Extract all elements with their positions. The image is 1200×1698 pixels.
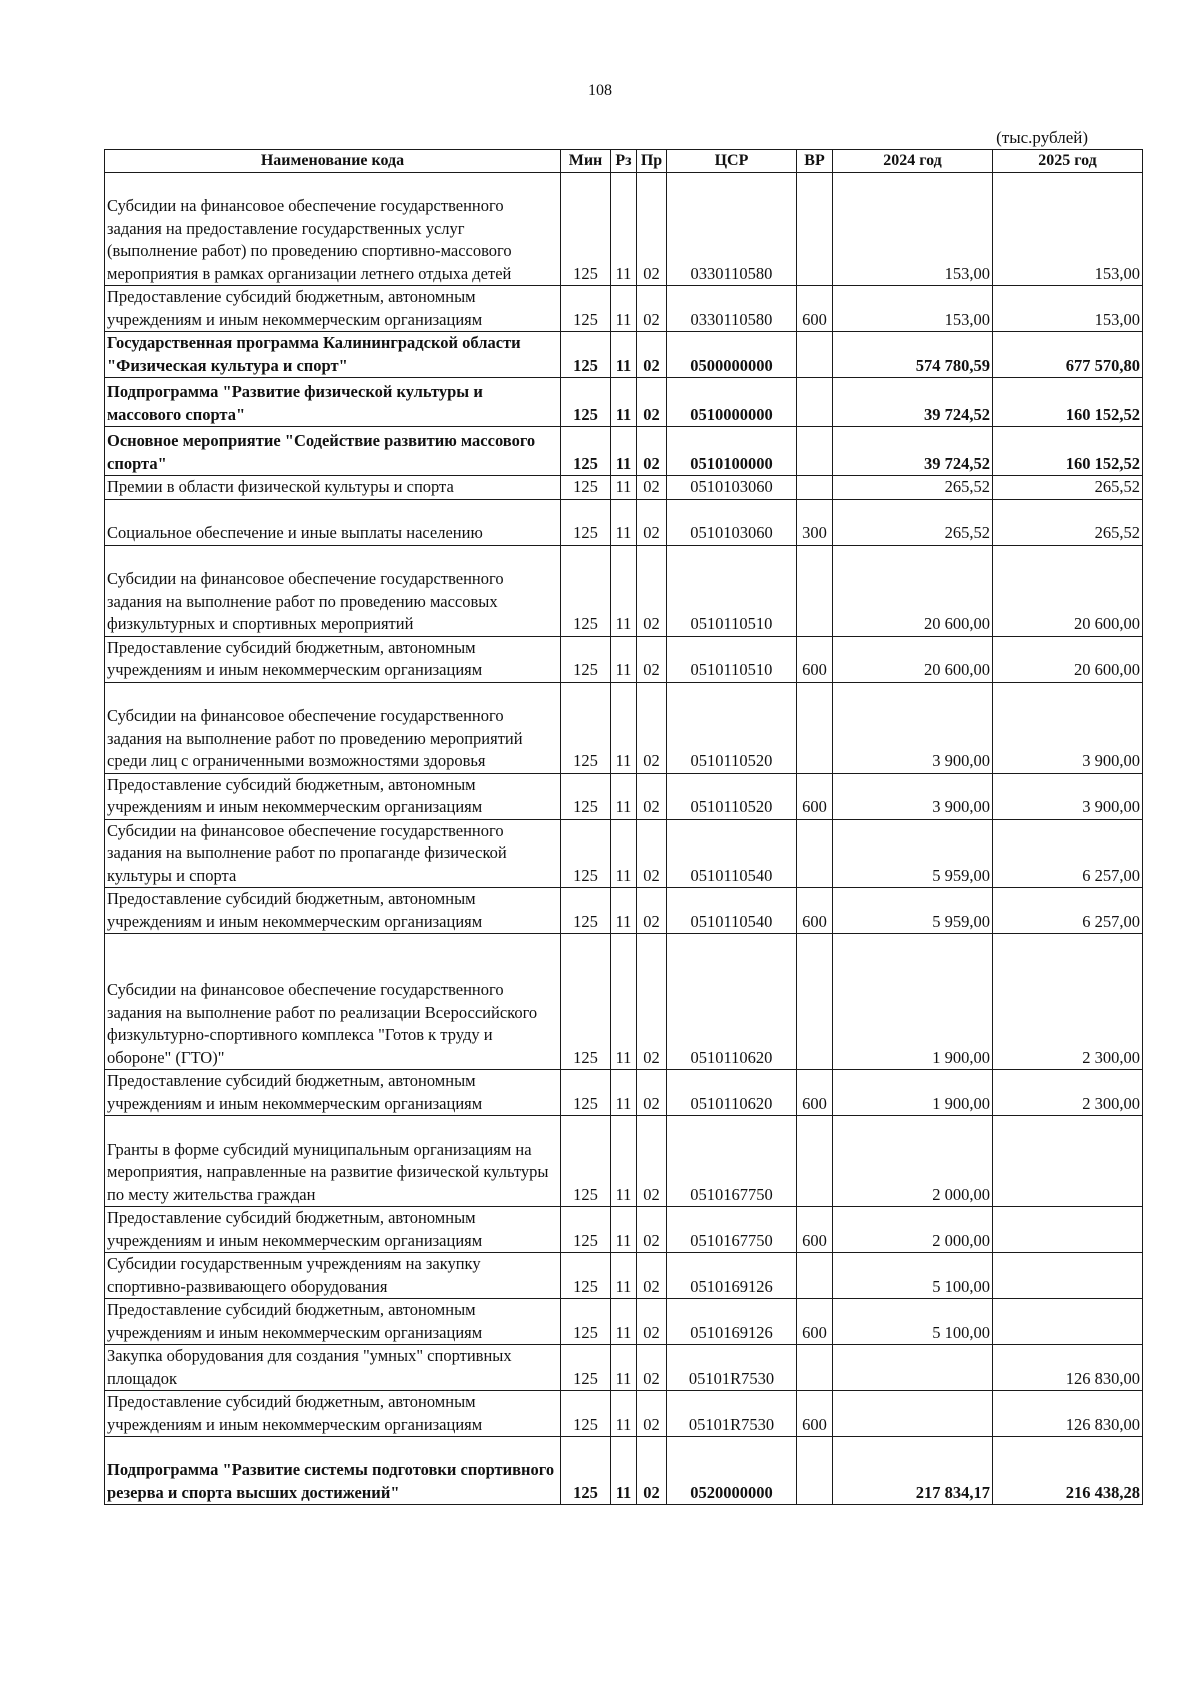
cell-csr: 05101R7530 (667, 1345, 797, 1391)
cell-2024: 217 834,17 (833, 1437, 993, 1505)
cell-csr: 0510110510 (667, 636, 797, 682)
cell-vr (797, 378, 833, 427)
cell-pr: 02 (637, 545, 667, 636)
cell-min: 125 (561, 636, 611, 682)
cell-min: 125 (561, 888, 611, 934)
cell-2025: 20 600,00 (993, 636, 1143, 682)
cell-name: Основное мероприятие "Содействие развитию массового спорта" (105, 427, 561, 476)
cell-pr: 02 (637, 934, 667, 1070)
table-row (105, 286, 1143, 332)
page-number: 108 (588, 82, 612, 99)
cell-2024 (833, 1391, 993, 1437)
cell-vr: 600 (797, 636, 833, 682)
header-min: Мин (561, 150, 611, 173)
cell-2024: 2 000,00 (833, 1116, 993, 1207)
header-pr: Пр (637, 150, 667, 173)
cell-min: 125 (561, 476, 611, 500)
cell-pr: 02 (637, 1437, 667, 1505)
cell-2024: 39 724,52 (833, 427, 993, 476)
cell-2025: 3 900,00 (993, 682, 1143, 773)
table-row (105, 1345, 1143, 1391)
cell-vr (797, 819, 833, 888)
cell-pr: 02 (637, 476, 667, 500)
cell-rz: 11 (611, 499, 637, 545)
cell-min: 125 (561, 332, 611, 378)
cell-rz: 11 (611, 332, 637, 378)
cell-2024: 574 780,59 (833, 332, 993, 378)
cell-name: Премии в области физической культуры и спорта (105, 476, 561, 500)
cell-vr: 600 (797, 1070, 833, 1116)
cell-name: Субсидии государственным учреждениям на закупку спортивно-развивающего оборудования (105, 1253, 561, 1299)
cell-min: 125 (561, 378, 611, 427)
cell-vr (797, 173, 833, 286)
table-row (105, 1299, 1143, 1345)
table-row (105, 773, 1143, 819)
cell-2025: 6 257,00 (993, 888, 1143, 934)
table-row (105, 819, 1143, 888)
budget-table (104, 149, 1143, 1505)
cell-vr: 600 (797, 286, 833, 332)
cell-name: Субсидии на финансовое обеспечение государственного задания на выполнение работ по реализации Всероссийского физкультурно-спортивного комплекса "Готов к труду и обороне" (ГТО)" (105, 934, 561, 1070)
cell-2024: 20 600,00 (833, 636, 993, 682)
cell-name: Предоставление субсидий бюджетным, автономным учреждениям и иным некоммерческим организациям (105, 286, 561, 332)
cell-vr (797, 1345, 833, 1391)
cell-min: 125 (561, 173, 611, 286)
cell-2025: 2 300,00 (993, 934, 1143, 1070)
table-row (105, 545, 1143, 636)
cell-rz: 11 (611, 636, 637, 682)
cell-name: Предоставление субсидий бюджетным, автономным учреждениям и иным некоммерческим организациям (105, 636, 561, 682)
cell-2025 (993, 1299, 1143, 1345)
table-row (105, 499, 1143, 545)
cell-vr: 600 (797, 1391, 833, 1437)
cell-2025: 6 257,00 (993, 819, 1143, 888)
cell-2025: 677 570,80 (993, 332, 1143, 378)
cell-2025: 265,52 (993, 476, 1143, 500)
cell-pr: 02 (637, 636, 667, 682)
cell-2024: 39 724,52 (833, 378, 993, 427)
header-2024: 2024 год (833, 150, 993, 173)
cell-rz: 11 (611, 1437, 637, 1505)
cell-pr: 02 (637, 1345, 667, 1391)
cell-min: 125 (561, 1345, 611, 1391)
cell-csr: 0510110540 (667, 888, 797, 934)
cell-min: 125 (561, 1391, 611, 1437)
cell-name: Предоставление субсидий бюджетным, автономным учреждениям и иным некоммерческим организациям (105, 1207, 561, 1253)
cell-2024: 153,00 (833, 286, 993, 332)
cell-pr: 02 (637, 888, 667, 934)
cell-2024: 1 900,00 (833, 934, 993, 1070)
cell-rz: 11 (611, 1299, 637, 1345)
cell-pr: 02 (637, 1207, 667, 1253)
cell-rz: 11 (611, 1070, 637, 1116)
cell-2024: 153,00 (833, 173, 993, 286)
cell-csr: 0510167750 (667, 1207, 797, 1253)
cell-rz: 11 (611, 545, 637, 636)
cell-csr: 0510110520 (667, 682, 797, 773)
cell-name: Государственная программа Калининградской области "Физическая культура и спорт" (105, 332, 561, 378)
table-row (105, 1253, 1143, 1299)
cell-csr: 0330110580 (667, 286, 797, 332)
cell-name: Субсидии на финансовое обеспечение государственного задания на выполнение работ по проведению мероприятий среди лиц с ограниченными возможностями здоровья (105, 682, 561, 773)
cell-min: 125 (561, 819, 611, 888)
cell-pr: 02 (637, 173, 667, 286)
cell-2025: 126 830,00 (993, 1391, 1143, 1437)
cell-csr: 0510000000 (667, 378, 797, 427)
cell-pr: 02 (637, 1391, 667, 1437)
header-csr: ЦСР (667, 150, 797, 173)
cell-rz: 11 (611, 1345, 637, 1391)
cell-min: 125 (561, 1253, 611, 1299)
cell-min: 125 (561, 1116, 611, 1207)
cell-rz: 11 (611, 1253, 637, 1299)
cell-pr: 02 (637, 1253, 667, 1299)
header-rz: Рз (611, 150, 637, 173)
cell-name: Подпрограмма "Развитие системы подготовки спортивного резерва и спорта высших достижений" (105, 1437, 561, 1505)
cell-csr: 0510169126 (667, 1253, 797, 1299)
table-header-row (105, 150, 1143, 173)
cell-rz: 11 (611, 286, 637, 332)
cell-2025: 160 152,52 (993, 427, 1143, 476)
cell-vr (797, 1253, 833, 1299)
cell-name: Субсидии на финансовое обеспечение государственного задания на выполнение работ по пропаганде физической культуры и спорта (105, 819, 561, 888)
table-row (105, 1070, 1143, 1116)
cell-rz: 11 (611, 888, 637, 934)
cell-rz: 11 (611, 1207, 637, 1253)
cell-csr: 0510110620 (667, 1070, 797, 1116)
cell-rz: 11 (611, 173, 637, 286)
cell-2024: 1 900,00 (833, 1070, 993, 1116)
table-row (105, 427, 1143, 476)
cell-rz: 11 (611, 934, 637, 1070)
cell-pr: 02 (637, 378, 667, 427)
cell-min: 125 (561, 1070, 611, 1116)
table-row (105, 1116, 1143, 1207)
cell-csr: 0510110620 (667, 934, 797, 1070)
cell-min: 125 (561, 1437, 611, 1505)
cell-csr: 0330110580 (667, 173, 797, 286)
cell-vr: 300 (797, 499, 833, 545)
table-row (105, 1437, 1143, 1505)
cell-2025 (993, 1116, 1143, 1207)
cell-pr: 02 (637, 1116, 667, 1207)
cell-vr: 600 (797, 888, 833, 934)
cell-2024: 20 600,00 (833, 545, 993, 636)
cell-2024: 3 900,00 (833, 773, 993, 819)
cell-vr (797, 545, 833, 636)
cell-csr: 0510110520 (667, 773, 797, 819)
table-row (105, 636, 1143, 682)
cell-csr: 0510110540 (667, 819, 797, 888)
cell-2024: 5 100,00 (833, 1253, 993, 1299)
cell-csr: 05101R7530 (667, 1391, 797, 1437)
cell-2025: 3 900,00 (993, 773, 1143, 819)
cell-pr: 02 (637, 682, 667, 773)
cell-2024: 265,52 (833, 476, 993, 500)
cell-name: Закупка оборудования для создания "умных" спортивных площадок (105, 1345, 561, 1391)
cell-vr (797, 682, 833, 773)
cell-pr: 02 (637, 1299, 667, 1345)
cell-name: Социальное обеспечение и иные выплаты населению (105, 499, 561, 545)
cell-vr: 600 (797, 1207, 833, 1253)
table-row (105, 173, 1143, 286)
cell-pr: 02 (637, 332, 667, 378)
cell-name: Подпрограмма "Развитие физической культуры и массового спорта" (105, 378, 561, 427)
cell-min: 125 (561, 1207, 611, 1253)
cell-rz: 11 (611, 378, 637, 427)
cell-min: 125 (561, 934, 611, 1070)
cell-rz: 11 (611, 1391, 637, 1437)
cell-2025: 160 152,52 (993, 378, 1143, 427)
cell-csr: 0510103060 (667, 499, 797, 545)
cell-min: 125 (561, 773, 611, 819)
cell-2024: 5 100,00 (833, 1299, 993, 1345)
units-label: (тыс.рублей) (996, 128, 1088, 147)
cell-2025 (993, 1253, 1143, 1299)
table-row (105, 1391, 1143, 1437)
table-row (105, 476, 1143, 500)
cell-2025: 20 600,00 (993, 545, 1143, 636)
cell-vr (797, 1116, 833, 1207)
cell-rz: 11 (611, 427, 637, 476)
header-2025: 2025 год (993, 150, 1143, 173)
cell-csr: 0500000000 (667, 332, 797, 378)
header-name: Наименование кода (105, 150, 561, 173)
cell-2025: 153,00 (993, 286, 1143, 332)
cell-2024: 5 959,00 (833, 888, 993, 934)
cell-pr: 02 (637, 819, 667, 888)
cell-2025: 2 300,00 (993, 1070, 1143, 1116)
cell-rz: 11 (611, 1116, 637, 1207)
table-row (105, 888, 1143, 934)
cell-min: 125 (561, 682, 611, 773)
cell-2024 (833, 1345, 993, 1391)
cell-rz: 11 (611, 819, 637, 888)
cell-2025: 126 830,00 (993, 1345, 1143, 1391)
cell-pr: 02 (637, 286, 667, 332)
cell-min: 125 (561, 427, 611, 476)
cell-2024: 265,52 (833, 499, 993, 545)
cell-vr (797, 427, 833, 476)
cell-name: Субсидии на финансовое обеспечение государственного задания на выполнение работ по проведению массовых физкультурных и спортивных мероприятий (105, 545, 561, 636)
cell-min: 125 (561, 286, 611, 332)
header-vr: ВР (797, 150, 833, 173)
cell-name: Субсидии на финансовое обеспечение государственного задания на предоставление государственных услуг (выполнение работ) по проведению спортивно-массового мероприятия в рамках организации летнего отдыха детей (105, 173, 561, 286)
table-row (105, 378, 1143, 427)
cell-name: Предоставление субсидий бюджетным, автономным учреждениям и иным некоммерческим организациям (105, 888, 561, 934)
cell-pr: 02 (637, 1070, 667, 1116)
cell-pr: 02 (637, 773, 667, 819)
cell-csr: 0520000000 (667, 1437, 797, 1505)
cell-name: Предоставление субсидий бюджетным, автономным учреждениям и иным некоммерческим организациям (105, 1391, 561, 1437)
cell-vr: 600 (797, 773, 833, 819)
cell-min: 125 (561, 545, 611, 636)
cell-csr: 0510110510 (667, 545, 797, 636)
cell-vr (797, 332, 833, 378)
table-row (105, 1207, 1143, 1253)
cell-2025: 153,00 (993, 173, 1143, 286)
cell-rz: 11 (611, 773, 637, 819)
table-row (105, 332, 1143, 378)
cell-rz: 11 (611, 476, 637, 500)
cell-vr: 600 (797, 1299, 833, 1345)
cell-min: 125 (561, 1299, 611, 1345)
cell-name: Предоставление субсидий бюджетным, автономным учреждениям и иным некоммерческим организациям (105, 773, 561, 819)
table-row (105, 682, 1143, 773)
cell-2024: 3 900,00 (833, 682, 993, 773)
cell-2024: 5 959,00 (833, 819, 993, 888)
cell-csr: 0510103060 (667, 476, 797, 500)
cell-csr: 0510167750 (667, 1116, 797, 1207)
cell-csr: 0510169126 (667, 1299, 797, 1345)
cell-rz: 11 (611, 682, 637, 773)
cell-vr (797, 1437, 833, 1505)
cell-vr (797, 934, 833, 1070)
cell-pr: 02 (637, 499, 667, 545)
cell-min: 125 (561, 499, 611, 545)
cell-name: Гранты в форме субсидий муниципальным организациям на мероприятия, направленные на развитие физической культуры по месту жительства граждан (105, 1116, 561, 1207)
cell-2025: 265,52 (993, 499, 1143, 545)
cell-name: Предоставление субсидий бюджетным, автономным учреждениям и иным некоммерческим организациям (105, 1299, 561, 1345)
cell-2024: 2 000,00 (833, 1207, 993, 1253)
cell-vr (797, 476, 833, 500)
cell-name: Предоставление субсидий бюджетным, автономным учреждениям и иным некоммерческим организациям (105, 1070, 561, 1116)
cell-csr: 0510100000 (667, 427, 797, 476)
cell-pr: 02 (637, 427, 667, 476)
table-row (105, 934, 1143, 1070)
cell-2025 (993, 1207, 1143, 1253)
cell-2025: 216 438,28 (993, 1437, 1143, 1505)
